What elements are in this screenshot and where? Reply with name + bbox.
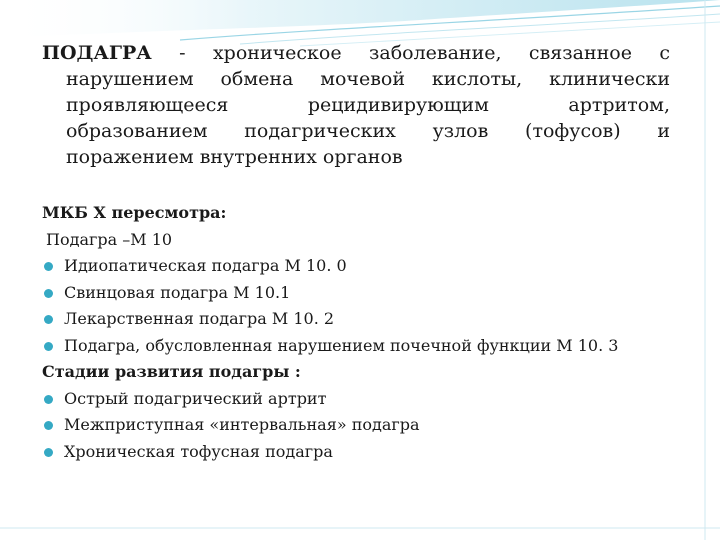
list-item — [42, 280, 682, 307]
definition-term: ПОДАГРА — [42, 42, 152, 64]
definition-line-3: проявляющееся рецидивирующим артритом, — [66, 94, 670, 116]
list-item — [42, 333, 682, 360]
definition-line-5: поражением внутренних органов — [66, 146, 403, 168]
bullet-icon — [44, 421, 53, 430]
bullet-icon — [44, 395, 53, 404]
list-item — [42, 412, 682, 439]
icd-item-text: Подагра, обусловленная нарушением почечной функции М 10. 3 — [64, 335, 619, 355]
icd-item-text: Идиопатическая подагра М 10. 0 — [64, 256, 347, 275]
bullet-icon — [44, 315, 53, 324]
list-item — [42, 253, 682, 280]
stage-item-text: Острый подагрический артрит — [64, 388, 327, 408]
icd-main-code: Подагра –М 10 — [46, 229, 173, 249]
bullet-icon — [44, 289, 53, 298]
definition-line-4: образованием подагрических узлов (тофусов) и — [66, 120, 670, 142]
stages-heading: Стадии развития подагры : — [42, 362, 301, 381]
bullet-icon — [44, 448, 53, 457]
list-item — [42, 439, 682, 466]
list-item — [42, 386, 682, 413]
bullet-icon — [44, 342, 53, 351]
definition-paragraph — [42, 40, 670, 170]
icd-item-text: Свинцовая подагра М 10.1 — [64, 282, 291, 302]
icd-heading: МКБ X пересмотра: — [42, 203, 227, 222]
classification-section — [42, 200, 682, 465]
list-item — [42, 306, 682, 333]
icd-item-text: Лекарственная подагра М 10. 2 — [64, 309, 335, 328]
stage-item-text: Межприступная «интервальная» подагра — [64, 415, 420, 434]
definition-line-1 — [42, 40, 670, 66]
icd-list — [42, 253, 682, 359]
stage-item-text: Хроническая тофусная подагра — [64, 441, 333, 461]
bullet-icon — [44, 262, 53, 271]
stages-list — [42, 386, 682, 466]
definition-line-1-text: - хроническое заболевание, связанное с — [151, 42, 670, 64]
definition-line-2: нарушением обмена мочевой кислоты, клинически — [66, 68, 670, 90]
